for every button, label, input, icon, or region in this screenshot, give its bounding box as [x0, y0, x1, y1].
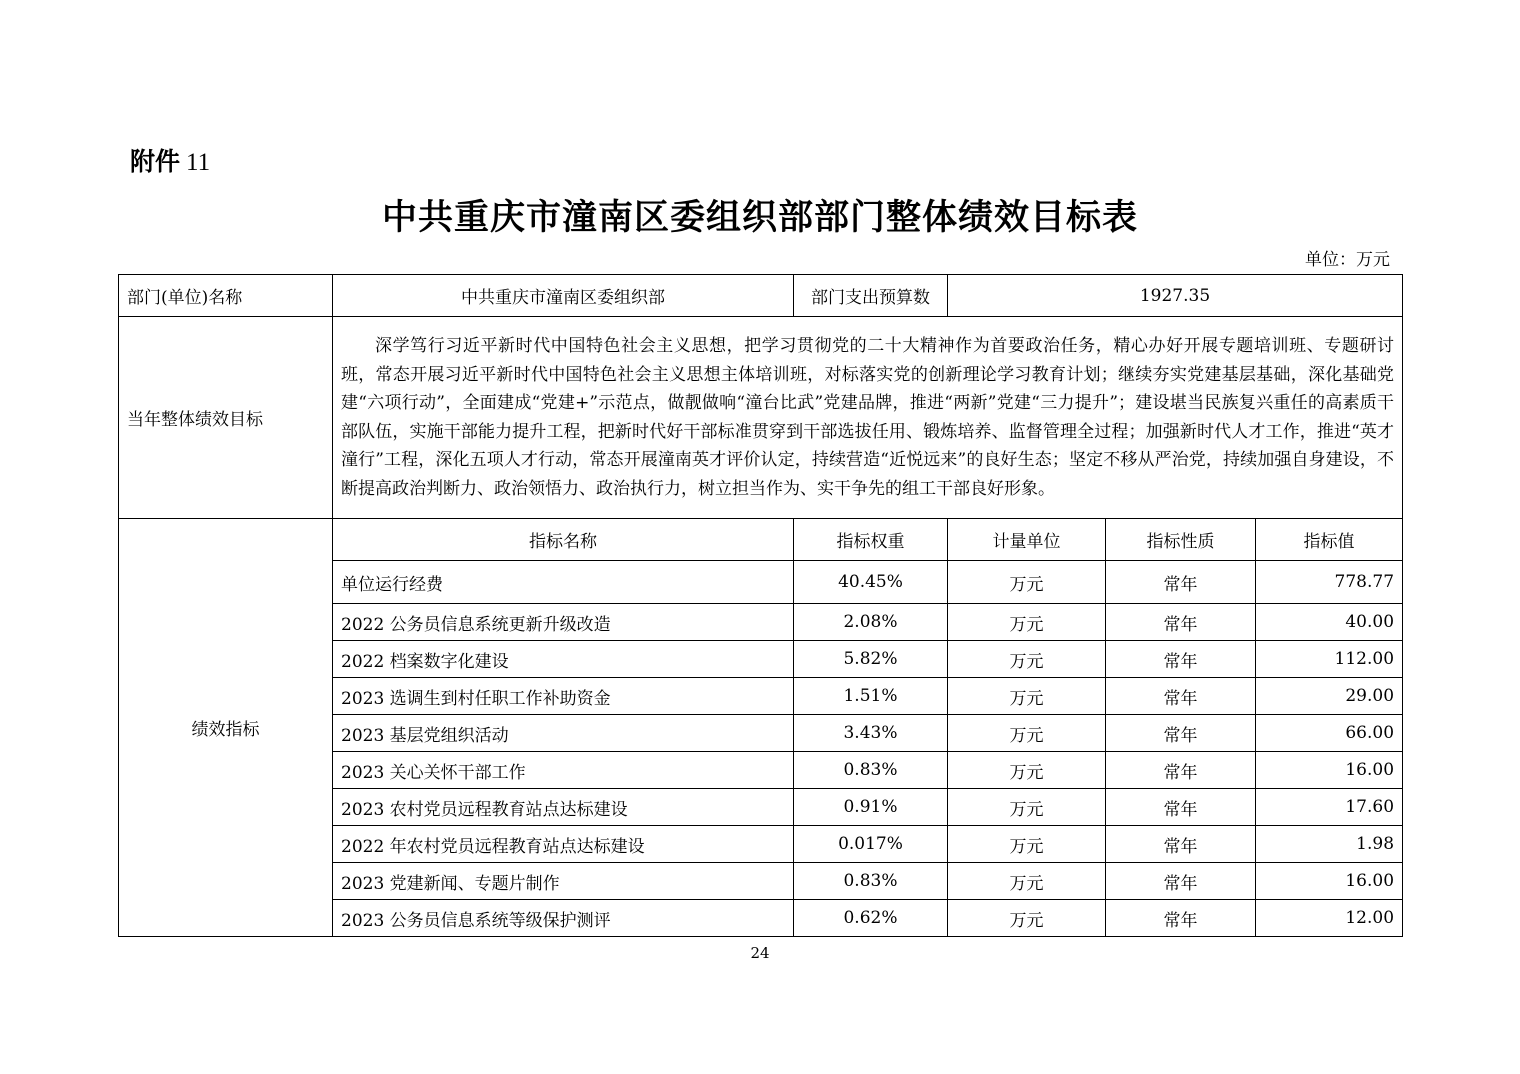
indicator-nature: 常年 — [1106, 641, 1256, 678]
indicator-value: 66.00 — [1256, 715, 1403, 752]
indicator-weight: 40.45% — [794, 561, 948, 604]
indicator-weight: 1.51% — [794, 678, 948, 715]
indicator-name: 2023 基层党组织活动 — [333, 715, 794, 752]
indicator-unit: 万元 — [948, 900, 1106, 937]
indicator-nature: 常年 — [1106, 789, 1256, 826]
indicator-weight: 5.82% — [794, 641, 948, 678]
indicator-name: 2023 农村党员远程教育站点达标建设 — [333, 789, 794, 826]
indicator-value: 17.60 — [1256, 789, 1403, 826]
indicator-name: 2023 关心关怀干部工作 — [333, 752, 794, 789]
indicator-value: 29.00 — [1256, 678, 1403, 715]
indicator-unit: 万元 — [948, 715, 1106, 752]
indicator-weight: 0.83% — [794, 863, 948, 900]
indicator-name: 2022 公务员信息系统更新升级改造 — [333, 604, 794, 641]
indicator-value: 112.00 — [1256, 641, 1403, 678]
indicator-unit: 万元 — [948, 863, 1106, 900]
indicators-label: 绩效指标 — [119, 519, 333, 937]
indicator-weight: 0.83% — [794, 752, 948, 789]
indicator-nature: 常年 — [1106, 826, 1256, 863]
indicator-weight: 0.91% — [794, 789, 948, 826]
unit-note: 单位：万元 — [1305, 250, 1390, 270]
indicator-name: 2022 年农村党员远程教育站点达标建设 — [333, 826, 794, 863]
indicator-name: 2023 党建新闻、专题片制作 — [333, 863, 794, 900]
indicator-unit: 万元 — [948, 604, 1106, 641]
goal-text: 深学笃行习近平新时代中国特色社会主义思想，把学习贯彻党的二十大精神作为首要政治任务，精心办好开展专题培训班、专题研讨班，常态开展习近平新时代中国特色社会主义思想主体培训班，对标落实党的创新理论学习教育计划；继续夯实党建基层基础，深化基础党建“六项行动”，全面建成“党建+”示范点，做靓做响“潼台比武”党建品牌，推进“两新”党建“三力提升”；建设堪当民族复兴重任的高素质干部队伍，实施干部能力提升工程，把新时代好干部标准贯穿到干部选拔任用、锻炼培养、监督管理全过程；加强新时代人才工作，推进“英才潼行”工程，深化五项人才行动，常态开展潼南英才评价认定，持续营造“近悦远来”的良好生态；坚定不移从严治党，持续加强自身建设，不断提高政治判断力、政治领悟力、政治执行力，树立担当作为、实干争先的组工干部良好形象。 — [333, 317, 1403, 519]
indicator-unit: 万元 — [948, 752, 1106, 789]
indicator-nature: 常年 — [1106, 863, 1256, 900]
header-nature: 指标性质 — [1106, 519, 1256, 561]
dept-name-value: 中共重庆市潼南区委组织部 — [333, 275, 794, 317]
page-number: 24 — [750, 944, 770, 962]
indicator-unit: 万元 — [948, 678, 1106, 715]
indicator-name: 2023 公务员信息系统等级保护测评 — [333, 900, 794, 937]
indicator-header-row — [119, 519, 1403, 561]
indicator-value: 16.00 — [1256, 752, 1403, 789]
dept-name-label: 部门(单位)名称 — [119, 275, 333, 317]
indicator-weight: 0.017% — [794, 826, 948, 863]
indicator-nature: 常年 — [1106, 715, 1256, 752]
indicator-name: 2023 选调生到村任职工作补助资金 — [333, 678, 794, 715]
header-weight: 指标权重 — [794, 519, 948, 561]
indicator-value: 40.00 — [1256, 604, 1403, 641]
indicator-value: 16.00 — [1256, 863, 1403, 900]
header-value: 指标值 — [1256, 519, 1403, 561]
indicator-name: 2022 档案数字化建设 — [333, 641, 794, 678]
indicator-unit: 万元 — [948, 641, 1106, 678]
header-unit: 计量单位 — [948, 519, 1106, 561]
budget-label: 部门支出预算数 — [794, 275, 948, 317]
budget-value: 1927.35 — [948, 275, 1403, 317]
indicator-nature: 常年 — [1106, 604, 1256, 641]
indicator-nature: 常年 — [1106, 752, 1256, 789]
goal-row — [119, 317, 1403, 519]
indicator-nature: 常年 — [1106, 678, 1256, 715]
indicator-weight: 0.62% — [794, 900, 948, 937]
page-title: 中共重庆市潼南区委组织部部门整体绩效目标表 — [381, 198, 1138, 238]
indicator-unit: 万元 — [948, 789, 1106, 826]
indicator-value: 1.98 — [1256, 826, 1403, 863]
dept-row — [119, 275, 1403, 317]
indicator-weight: 2.08% — [794, 604, 948, 641]
attachment-label — [130, 142, 210, 178]
indicator-name: 单位运行经费 — [333, 561, 794, 604]
indicator-unit: 万元 — [948, 826, 1106, 863]
indicator-nature: 常年 — [1106, 561, 1256, 604]
indicator-nature: 常年 — [1106, 900, 1256, 937]
indicator-unit: 万元 — [948, 561, 1106, 604]
header-name: 指标名称 — [333, 519, 794, 561]
indicator-value: 778.77 — [1256, 561, 1403, 604]
performance-table — [118, 274, 1403, 937]
attachment-label-text: 附件 — [130, 147, 181, 176]
indicator-value: 12.00 — [1256, 900, 1403, 937]
indicator-weight: 3.43% — [794, 715, 948, 752]
attachment-number: 11 — [186, 149, 211, 176]
goal-label: 当年整体绩效目标 — [119, 317, 333, 519]
